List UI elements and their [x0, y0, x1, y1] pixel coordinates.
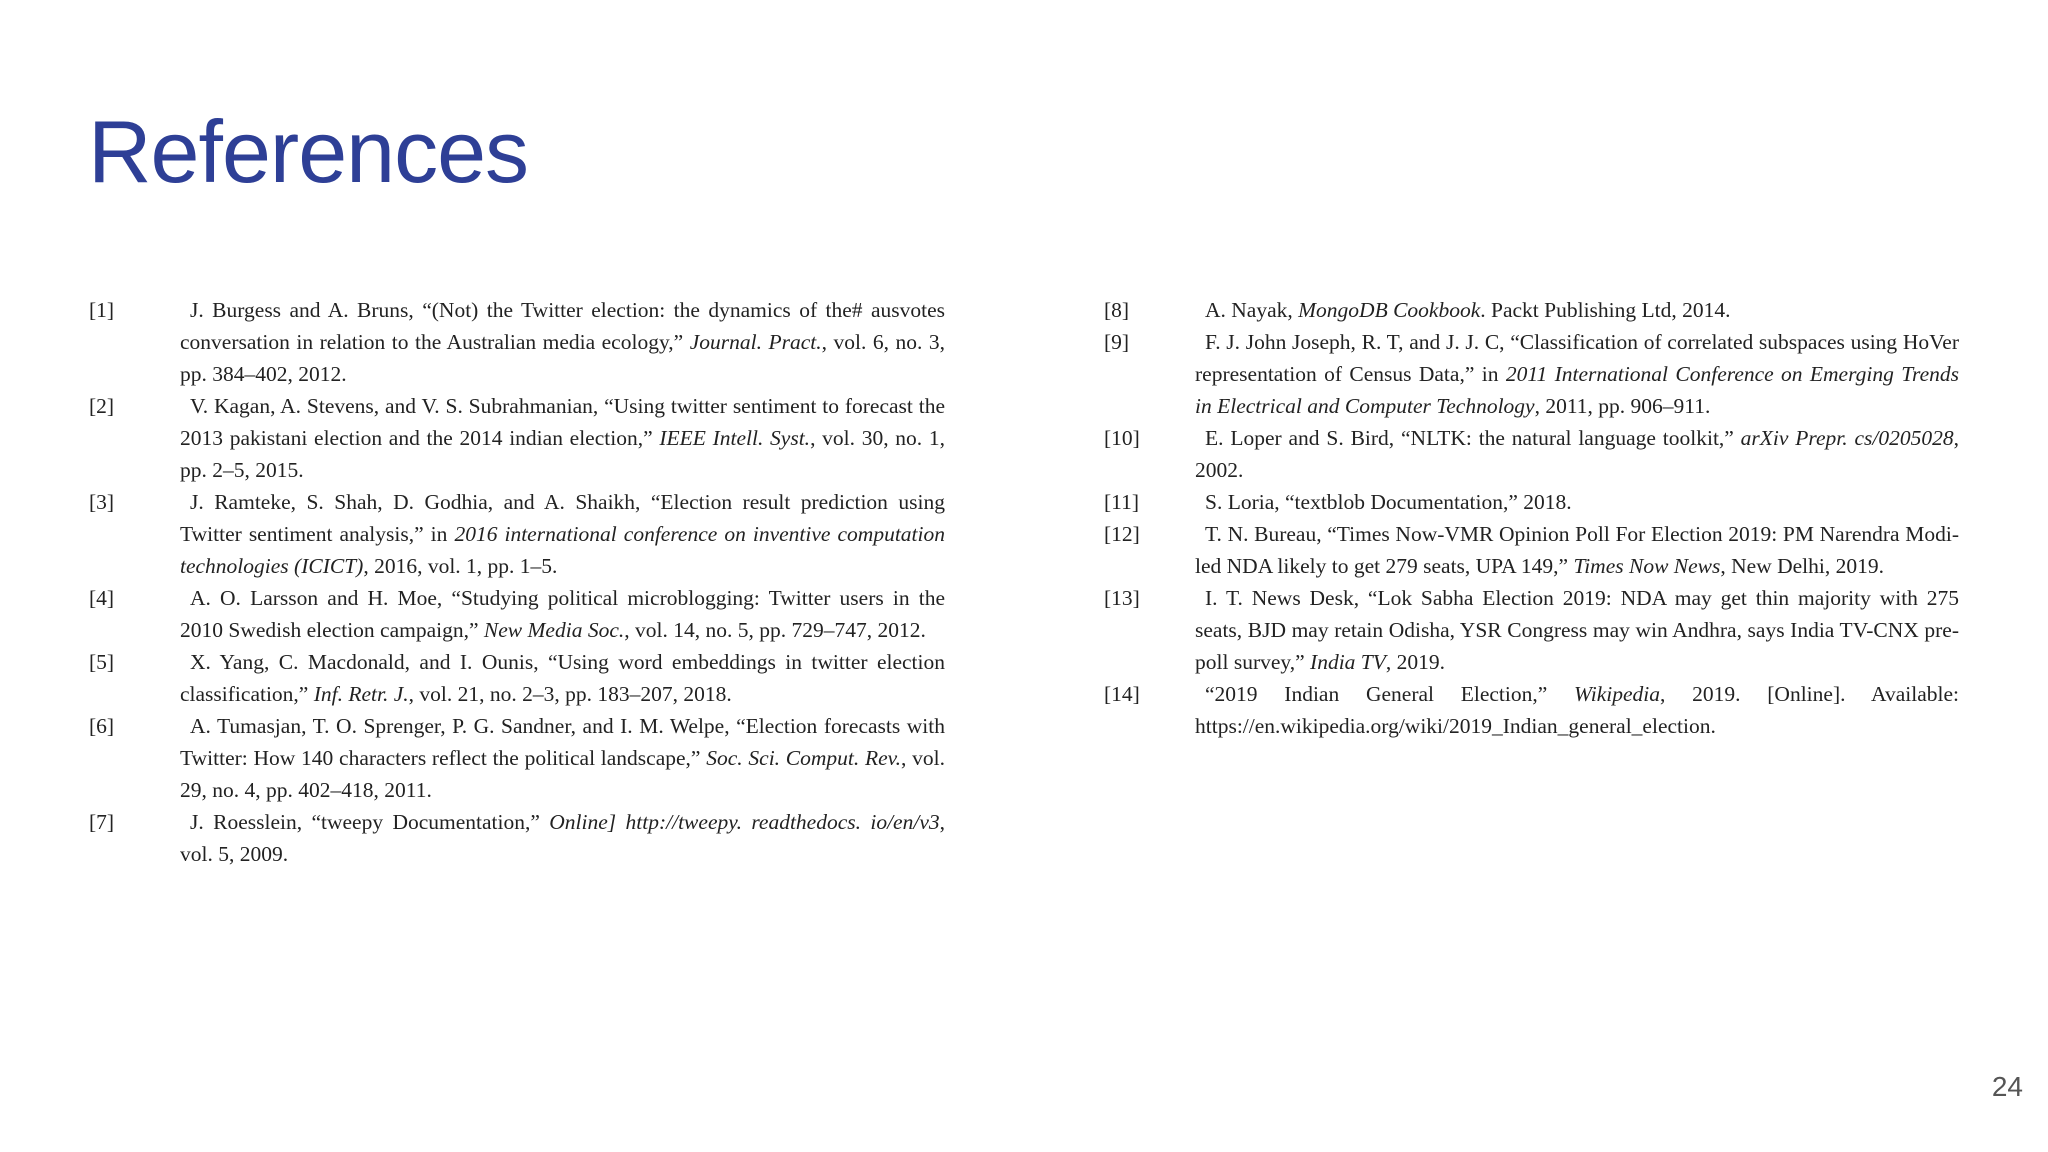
reference-item — [1104, 678, 1959, 742]
reference-italic-segment: arXiv Prepr. cs/0205028 — [1740, 426, 1954, 450]
reference-text — [1195, 582, 1959, 678]
reference-item — [89, 710, 945, 806]
reference-text — [1195, 518, 1959, 582]
reference-number: [14] — [1104, 682, 1140, 706]
reference-number: [11] — [1104, 490, 1140, 514]
reference-segment: . Packt Publishing Ltd, 2014. — [1480, 298, 1731, 322]
reference-segment: J. Burgess and A. Bruns, “(Not) the Twitter election: the dynamics of the# ausvotes conversation in relation to the Australian media ecology,” — [180, 298, 945, 354]
reference-segment: , vol. 21, no. 2–3, pp. 183–207, 2018. — [408, 682, 732, 706]
reference-italic-segment: New Media Soc. — [483, 618, 625, 642]
reference-text — [180, 294, 945, 390]
reference-italic-segment: IEEE Intell. Syst. — [659, 426, 811, 450]
reference-number: [4] — [89, 586, 115, 610]
reference-number: [9] — [1104, 330, 1130, 354]
slide-title: References — [88, 102, 529, 201]
reference-segment: F. J. John Joseph, R. T, and J. J. C, “Classification of correlated subspaces using HoVer representation of Census Data,” in — [1195, 330, 1959, 386]
reference-italic-segment: Journal. Pract. — [689, 330, 822, 354]
reference-text — [1195, 422, 1959, 486]
reference-italic-segment: 2011 International Conference on Emerging Trends in Electrical and Computer Technology — [1195, 362, 1960, 418]
reference-italic-segment: Inf. Retr. J. — [313, 682, 409, 706]
reference-text — [1195, 326, 1959, 422]
reference-text — [180, 646, 945, 710]
reference-item — [89, 486, 945, 582]
reference-italic-segment: Times Now News — [1573, 554, 1721, 578]
reference-italic-segment: 2016 international conference on inventive computation technologies (ICICT) — [180, 522, 945, 578]
page-number: 24 — [1991, 1071, 2023, 1102]
reference-text — [1195, 294, 1959, 326]
references-column-left — [89, 294, 945, 870]
reference-item — [89, 390, 945, 486]
reference-text — [180, 582, 945, 646]
reference-number: [13] — [1104, 586, 1140, 610]
reference-italic-segment: Online] http://tweepy. readthedocs. io/en/v3 — [549, 810, 940, 834]
reference-segment: X. Yang, C. Macdonald, and I. Ounis, “Using word embeddings in twitter election classification,” — [180, 650, 945, 706]
reference-segment: , vol. 14, no. 5, pp. 729–747, 2012. — [624, 618, 926, 642]
reference-segment: I. T. News Desk, “Lok Sabha Election 2019: NDA may get thin majority with 275 seats, BJD may retain Odisha, YSR Congress may win Andhra, says India TV-CNX pre-poll survey,” — [1195, 586, 1959, 674]
reference-segment: T. N. Bureau, “Times Now-VMR Opinion Poll For Election 2019: PM Narendra Modi-led NDA likely to get 279 seats, UPA 149,” — [1195, 522, 1959, 578]
reference-segment: A. Nayak, — [1205, 298, 1299, 322]
reference-segment: , vol. 6, no. 3, pp. 384–402, 2012. — [180, 330, 945, 386]
reference-text — [1195, 486, 1959, 518]
reference-number: [5] — [89, 650, 115, 674]
reference-segment: V. Kagan, A. Stevens, and V. S. Subrahmanian, “Using twitter sentiment to forecast the 2013 pakistani election and the 2014 indian election,” — [180, 394, 945, 450]
reference-segment: , 2011, pp. 906–911. — [1534, 394, 1711, 418]
reference-number: [8] — [1104, 298, 1130, 322]
reference-segment: A. O. Larsson and H. Moe, “Studying political microblogging: Twitter users in the 2010 Swedish election campaign,” — [180, 586, 945, 642]
reference-number: [12] — [1104, 522, 1140, 546]
reference-item — [89, 806, 945, 870]
reference-text — [1195, 678, 1959, 742]
reference-item — [1104, 422, 1959, 486]
reference-segment: , vol. 29, no. 4, pp. 402–418, 2011. — [180, 746, 945, 802]
reference-italic-segment: India TV — [1310, 650, 1386, 674]
reference-number: [2] — [89, 394, 115, 418]
reference-segment: A. Tumasjan, T. O. Sprenger, P. G. Sandner, and I. M. Welpe, “Election forecasts with Twitter: How 140 characters reflect the political landscape,” — [180, 714, 945, 770]
reference-item — [1104, 294, 1959, 326]
reference-segment: “2019 Indian General Election,” — [1205, 682, 1575, 706]
reference-text — [180, 390, 945, 486]
reference-segment: J. Ramteke, S. Shah, D. Godhia, and A. Shaikh, “Election result prediction using Twitter sentiment analysis,” in — [180, 490, 945, 546]
reference-text — [180, 710, 945, 806]
reference-segment: , vol. 30, no. 1, pp. 2–5, 2015. — [180, 426, 945, 482]
reference-text — [180, 486, 945, 582]
reference-number: [6] — [89, 714, 115, 738]
reference-segment: , 2019. [Online]. Available: https://en.wikipedia.org/wiki/2019_Indian_general_election. — [1195, 682, 1959, 738]
reference-italic-segment: MongoDB Cookbook — [1298, 298, 1481, 322]
reference-item — [1104, 486, 1959, 518]
reference-italic-segment: Wikipedia — [1574, 682, 1661, 706]
reference-item — [1104, 326, 1959, 422]
reference-italic-segment: Soc. Sci. Comput. Rev. — [706, 746, 902, 770]
reference-item — [1104, 582, 1959, 678]
reference-number: [7] — [89, 810, 115, 834]
reference-segment: , New Delhi, 2019. — [1720, 554, 1885, 578]
reference-segment: , 2016, vol. 1, pp. 1–5. — [363, 554, 558, 578]
reference-item — [89, 582, 945, 646]
reference-number: [3] — [89, 490, 115, 514]
reference-number: [1] — [89, 298, 115, 322]
reference-segment: , 2002. — [1195, 426, 1959, 482]
reference-segment: , 2019. — [1385, 650, 1446, 674]
reference-item — [89, 646, 945, 710]
reference-item — [1104, 518, 1959, 582]
reference-number: [10] — [1104, 426, 1140, 450]
reference-segment: J. Roesslein, “tweepy Documentation,” — [190, 810, 550, 834]
reference-segment: , vol. 5, 2009. — [180, 810, 945, 866]
reference-item — [89, 294, 945, 390]
reference-text — [180, 806, 945, 870]
reference-segment: E. Loper and S. Bird, “NLTK: the natural language toolkit,” — [1205, 426, 1741, 450]
reference-segment: S. Loria, “textblob Documentation,” 2018. — [1205, 490, 1572, 514]
references-column-right — [1104, 294, 1959, 742]
